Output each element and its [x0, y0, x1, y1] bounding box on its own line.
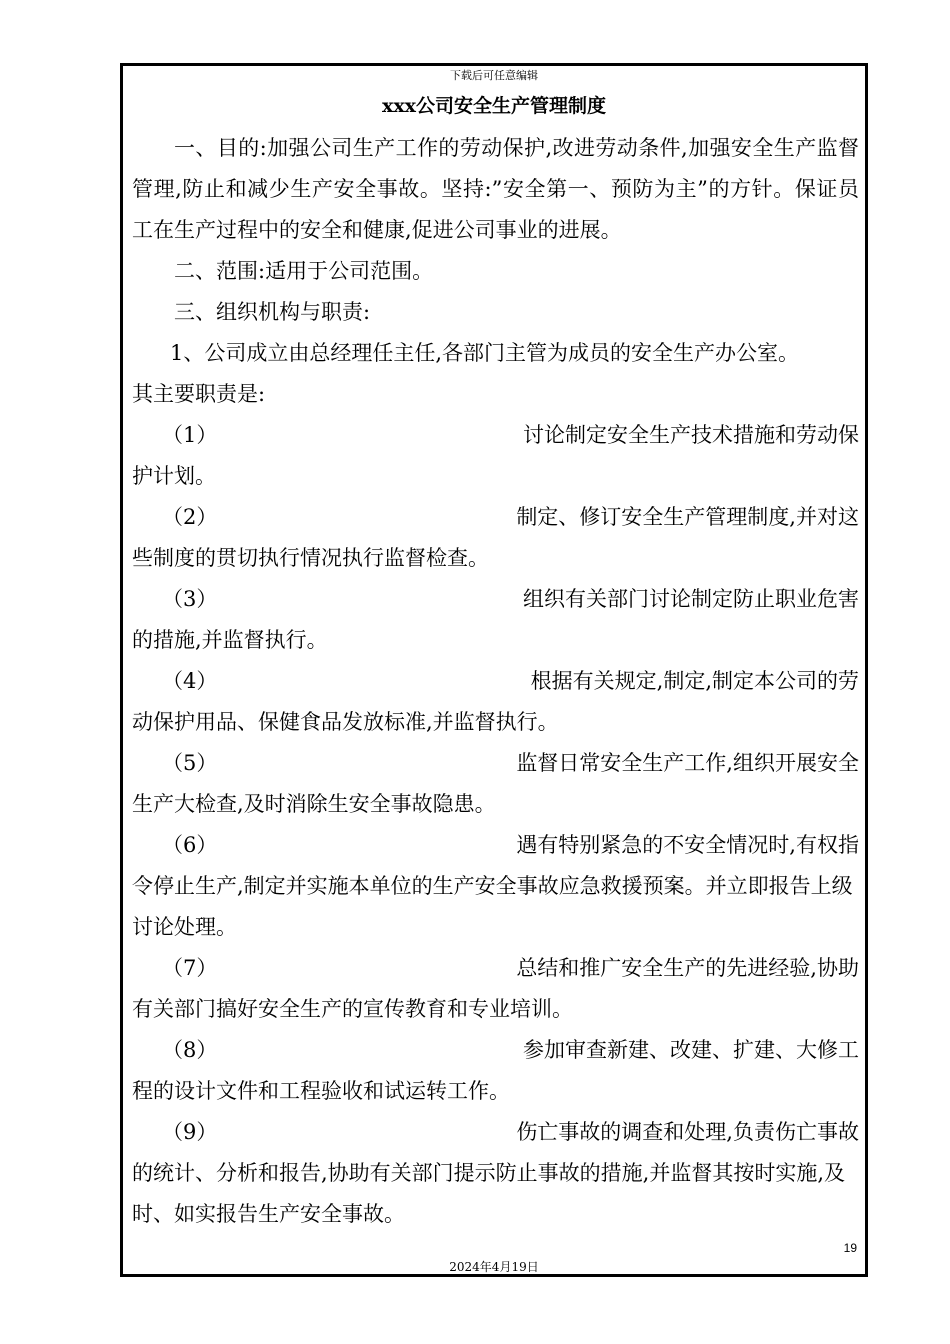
duty-item-continuation: 些制度的贯切执行情况执行监督检查。: [132, 546, 489, 570]
duty-item-continuation: 动保护用品、保健食品发放标准,并监督执行。: [132, 710, 559, 734]
duty-item-text: 根据有关规定,制定,制定本公司的劳: [530, 669, 859, 693]
paragraph-office-line2: 其主要职责是:: [132, 382, 266, 406]
paragraph-office-line1: 1、公司成立由总经理任主任,各部门主管为成员的安全生产办公室。: [170, 341, 800, 365]
duty-item-2: [132, 497, 859, 579]
header-note: 下载后可任意编辑: [450, 69, 538, 82]
duty-item-number: （4）: [162, 669, 218, 693]
document-body: [132, 128, 859, 1235]
duty-item-text: 参加审查新建、改建、扩建、大修工: [523, 1038, 859, 1062]
duty-item-7: [132, 948, 859, 1030]
duty-item-1: [132, 415, 859, 497]
duty-item-number: （1）: [162, 423, 218, 447]
duty-item-text: 监督日常安全生产工作,组织开展安全: [516, 751, 859, 775]
duty-item-5: [132, 743, 859, 825]
duty-item-text: 总结和推广安全生产的先进经验,协助: [516, 956, 859, 980]
duty-item-continuation: 护计划。: [132, 464, 216, 488]
duty-item-6: [132, 825, 859, 948]
duty-item-number: （8）: [162, 1038, 218, 1062]
duty-item-text: 遇有特别紧急的不安全情况时,有权指: [516, 833, 859, 857]
duty-item-9: [132, 1112, 859, 1235]
duty-item-4: [132, 661, 859, 743]
duty-item-continuation: 的措施,并监督执行。: [132, 628, 328, 652]
duty-item-continuation: 生产大检查,及时消除生安全事故隐患。: [132, 792, 496, 816]
duty-item-number: （9）: [162, 1120, 218, 1144]
duty-item-number: （7）: [162, 956, 218, 980]
duty-item-text: 伤亡事故的调查和处理,负责伤亡事故: [516, 1120, 859, 1144]
paragraph-org: 三、组织机构与职责:: [174, 300, 371, 324]
duty-item-continuation: 有关部门搞好安全生产的宣传教育和专业培训。: [132, 997, 573, 1021]
duty-item-8: [132, 1030, 859, 1112]
duty-item-continuation: 的统计、分析和报告,协助有关部门提示防止事故的措施,并监督其按时实施,及时、如实报告生产安全事故。: [132, 1161, 846, 1226]
page-frame: [120, 63, 868, 1277]
duty-item-text: 组织有关部门讨论制定防止职业危害: [523, 587, 859, 611]
duty-item-number: （6）: [162, 833, 218, 857]
page-number: 19: [843, 1241, 857, 1255]
duty-item-text: 制定、修订安全生产管理制度,并对这: [516, 505, 859, 529]
duty-item-number: （5）: [162, 751, 218, 775]
duty-item-number: （3）: [162, 587, 218, 611]
duty-item-text: 讨论制定安全生产技术措施和劳动保: [523, 423, 859, 447]
document-title: xxx公司安全生产管理制度: [382, 95, 606, 117]
duty-item-number: （2）: [162, 505, 218, 529]
paragraph-purpose: 一、目的:加强公司生产工作的劳动保护,改进劳动条件,加强安全生产监督管理,防止和减少生产安全事故。坚持:”安全第一、预防为主”的方针。保证员工在生产过程中的安全和健康,促进公司事业的进展。: [132, 136, 859, 242]
paragraph-scope: 二、范围:适用于公司范围。: [174, 259, 434, 283]
footer-date: 2024年4月19日: [449, 1260, 539, 1274]
duty-item-continuation: 程的设计文件和工程验收和试运转工作。: [132, 1079, 510, 1103]
duty-item-continuation: 令停止生产,制定并实施本单位的生产安全事故应急救援预案。并立即报告上级讨论处理。: [132, 874, 853, 939]
duty-item-3: [132, 579, 859, 661]
